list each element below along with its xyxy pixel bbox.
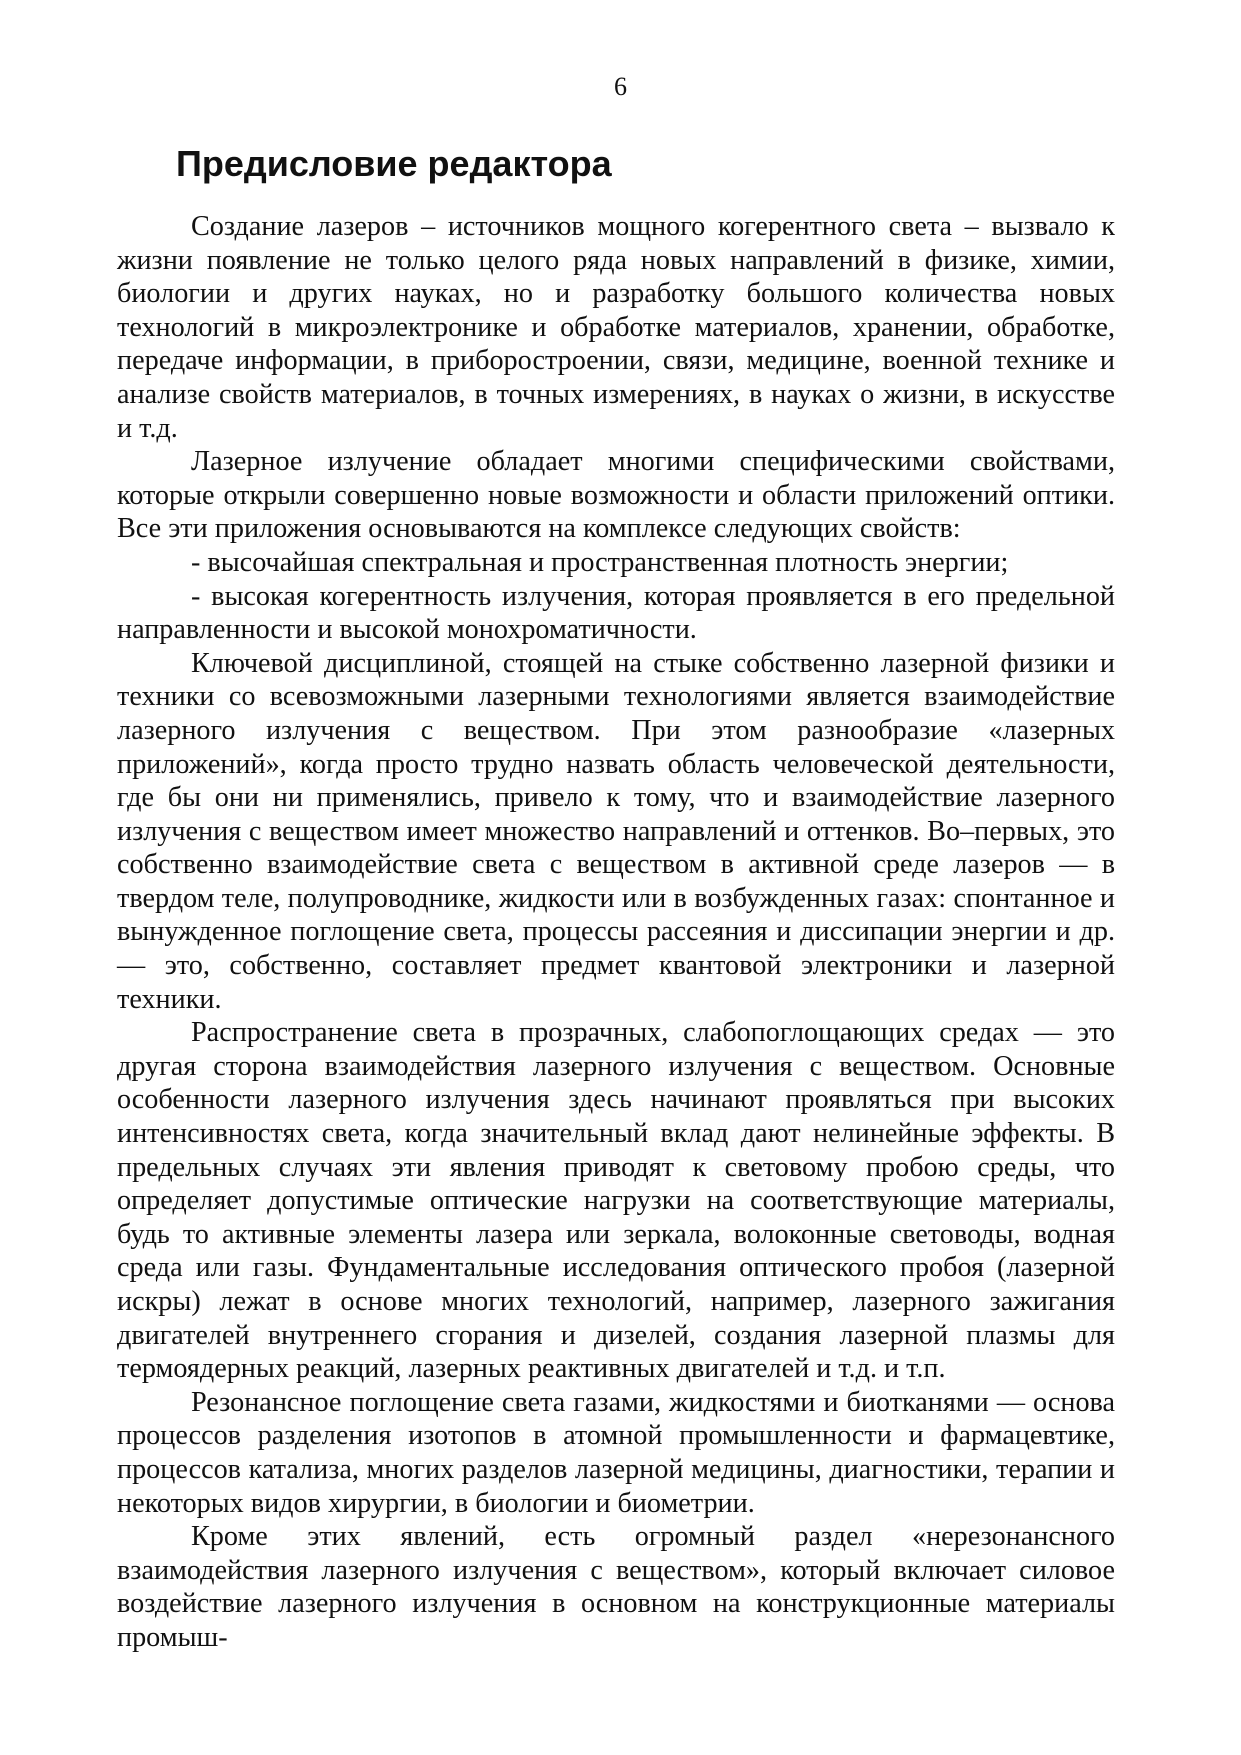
paragraph: Резонансное поглощение света газами, жидкостями и биотканями — основа процессов разделения изотопов в атомной промышленности и фармацевтике, процессов катализа, многих разделов лазерной медицины, диагностики, терапии и некоторых видов хирургии, в биологии и биометрии. bbox=[117, 1386, 1115, 1519]
page-number: 6 bbox=[614, 72, 627, 101]
paragraph: Создание лазеров – источников мощного когерентного света – вызвало к жизни появление не только целого ряда новых направлений в физике, химии, биологии и других науках, но и разработку большого количества новых технологий в микроэлектронике и обработке материалов, хранении, обработке, передаче информации, в приборостроении, связи, медицине, военной технике и анализе свойств материалов, в точных измерениях, в науках о жизни, в искусстве и т.д. bbox=[117, 211, 1115, 444]
paragraph: Лазерное излучение обладает многими специфическими свойствами, которые открыли совершенно новые возможности и области приложений оптики. Все эти приложения основываются на комплексе следующих свойств: bbox=[117, 446, 1115, 545]
section-heading: Предисловие редактора bbox=[176, 143, 612, 184]
paragraph: Кроме этих явлений, есть огромный раздел «нерезонансного взаимодействия лазерного излучения с веществом», который включает силовое воздействие лазерного излучения в основном на конструкционные материалы промыш- bbox=[117, 1521, 1115, 1653]
list-item: - высочайшая спектральная и пространственная плотность энергии; bbox=[191, 546, 1009, 578]
paragraph: Распространение света в прозрачных, слабопоглощающих средах — это другая сторона взаимодействия лазерного излучения с веществом. Основные особенности лазерного излучения здесь начинают проявляться при высоких интенсивностях света, когда значительный вклад дают нелинейные эффекты. В предельных случаях эти явления приводят к световому пробою среды, что определяет допустимые оптические нагрузки на соответствующие материалы, будь то активные элементы лазера или зеркала, волоконные световоды, водная среда или газы. Фундаментальные исследования оптического пробоя (лазерной искры) лежат в основе многих технологий, например, лазерного зажигания двигателей внутреннего сгорания и дизелей, создания лазерной плазмы для термоядерных реакций, лазерных реактивных двигателей и т.д. и т.п. bbox=[117, 1017, 1115, 1385]
list-item: - высокая когерентность излучения, которая проявляется в его предельной направленности и высокой монохроматичности. bbox=[117, 580, 1115, 646]
body-text bbox=[117, 210, 1115, 1655]
paragraph: Ключевой дисциплиной, стоящей на стыке собственно лазерной физики и техники со всевозможными лазерными технологиями является взаимодействие лазерного излучения с веществом. При этом разнообразие «лазерных приложений», когда просто трудно назвать область человеческой деятельности, где бы они ни применялись, привело к тому, что и взаимодействие лазерного излучения с веществом имеет множество направлений и оттенков. Во–первых, это собственно взаимодействие света с веществом в активной среде лазеров — в твердом теле, полупроводнике, жидкости или в возбужденных газах: спонтанное и вынужденное поглощение света, процессы рассеяния и диссипации энергии и др. — это, собственно, составляет предмет квантовой электроники и лазерной техники. bbox=[117, 647, 1115, 1015]
